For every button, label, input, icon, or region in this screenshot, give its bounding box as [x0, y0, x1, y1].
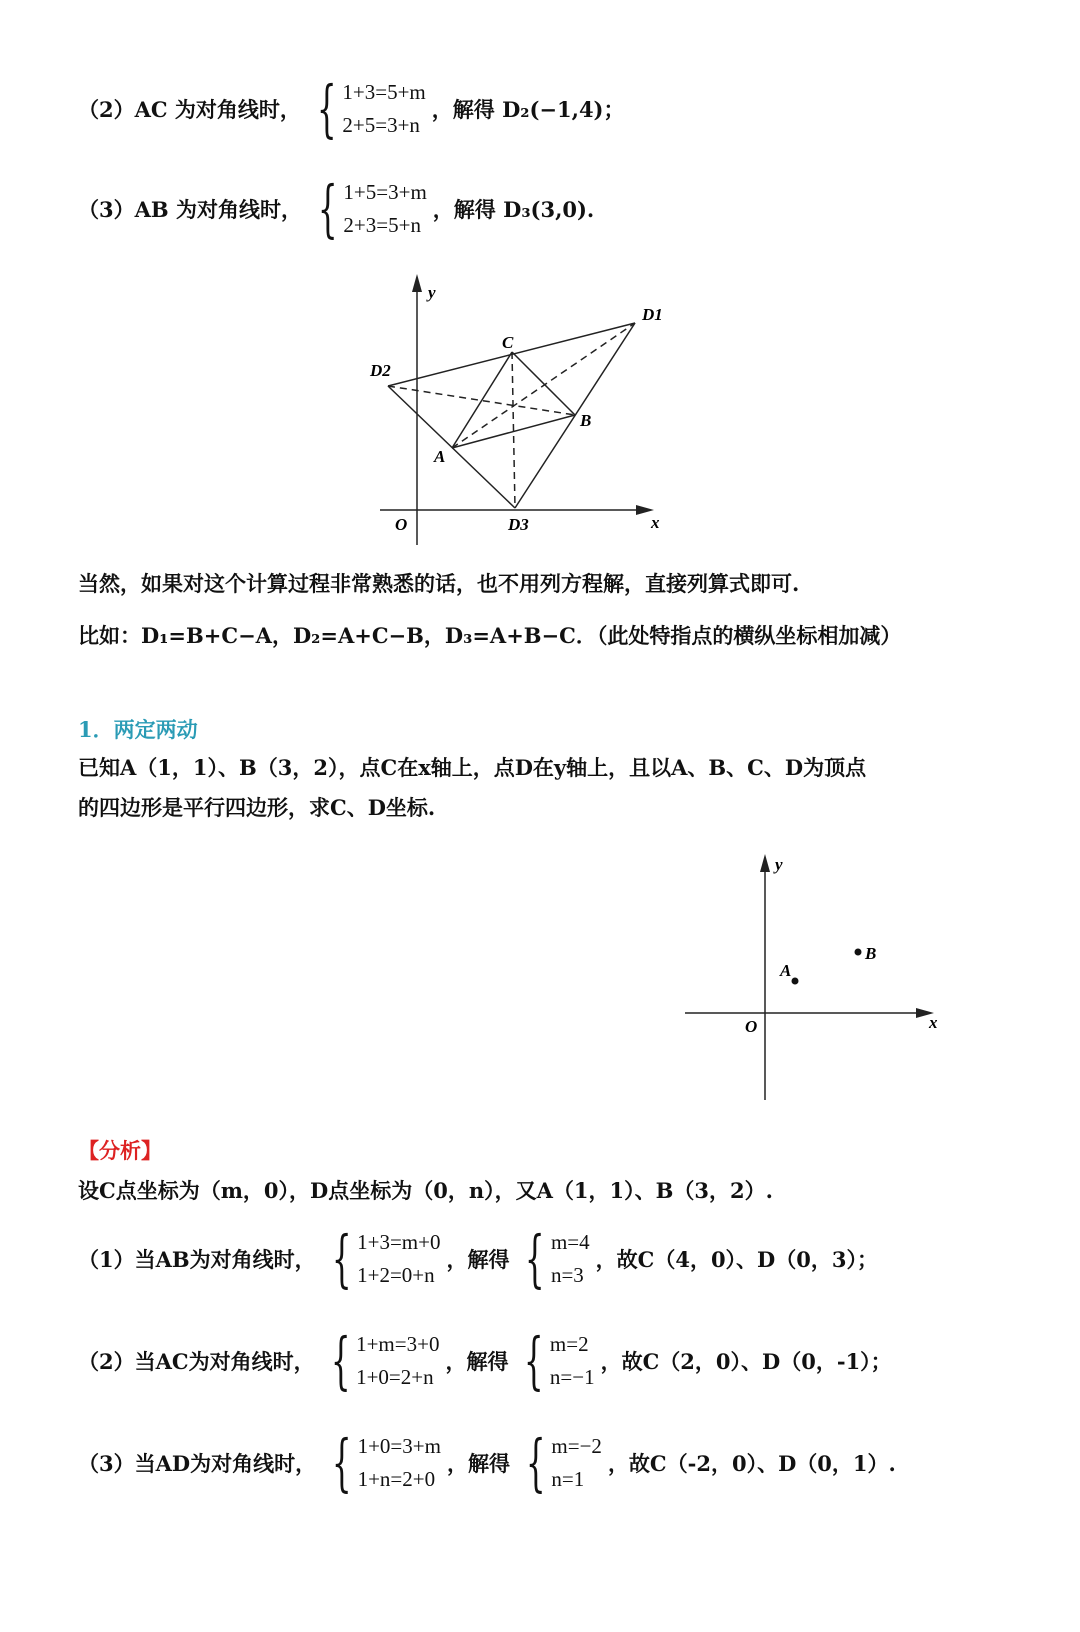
analysis-case-2	[78, 1324, 892, 1397]
solve-label: ，解得	[445, 1349, 509, 1374]
result: ，解得 D₃(3,0).	[432, 197, 595, 222]
equation-system: { 1+0=3+m 1+n=2+0	[331, 1426, 441, 1499]
y-arrow-icon	[760, 854, 770, 872]
equation-system: { 1+5=3+m 2+3=5+n	[317, 172, 427, 245]
result: ，故C（2，0）、D（0，-1）；	[600, 1349, 892, 1374]
parallelogram-diagram	[0, 0, 1080, 560]
case-label: （3）当AD为对角线时，	[78, 1451, 317, 1476]
result: ，故C（-2，0）、D（0，1）.	[607, 1451, 896, 1476]
analysis-case-1	[78, 1222, 878, 1295]
point-label: A	[434, 447, 446, 466]
case-label: （3）AB 为对角线时，	[78, 197, 302, 222]
equation: 2+5=3+n	[342, 113, 420, 137]
problem-text: 的四边形是平行四边形，求C、D坐标.	[78, 795, 436, 820]
equation-system: { 1+m=3+0 1+0=2+n	[330, 1324, 440, 1397]
problem-text: 已知A（1，1）、B（3，2），点C在x轴上，点D在y轴上，且以A、B、C、D为顶点	[78, 755, 867, 780]
axis-label: x	[929, 1013, 938, 1032]
case-label: （2）AC 为对角线时，	[78, 97, 301, 122]
equation: 1+0=3+m	[357, 1434, 441, 1458]
axis-label: y	[428, 283, 436, 302]
case-label: （1）当AB为对角线时，	[78, 1247, 316, 1272]
solve-label: ，解得	[446, 1247, 510, 1272]
case-label: （2）当AC为对角线时，	[78, 1349, 315, 1374]
origin-label: O	[745, 1017, 758, 1036]
analysis-title: 【分析】	[78, 1138, 162, 1163]
equation: 1+5=3+m	[343, 180, 427, 204]
equation-system: { 1+3=5+m 2+5=3+n	[316, 72, 426, 145]
point-a	[792, 978, 799, 985]
axis-label: y	[775, 855, 783, 874]
equation: 1+n=2+0	[357, 1467, 436, 1491]
result: ，解得 D₂(−1,4)；	[431, 97, 625, 122]
y-arrow-icon	[412, 274, 422, 292]
point-b	[855, 949, 862, 956]
point-label: D2	[370, 361, 391, 380]
setup-text: 设C点坐标为（m，0），D点坐标为（0，n），又A（1，1）、B（3，2）.	[78, 1178, 773, 1203]
result: ，故C（4，0）、D（0，3）；	[595, 1247, 878, 1272]
equation-system: { 1+3=m+0 1+2=0+n	[331, 1222, 441, 1295]
origin-label: O	[395, 515, 408, 534]
solution-system: { m=2 n=−1	[524, 1324, 595, 1397]
equation: 1+3=m+0	[357, 1230, 441, 1254]
solution: n=3	[550, 1263, 584, 1287]
solve-label: ，解得	[446, 1451, 510, 1476]
solution-system: { m=4 n=3	[525, 1222, 590, 1295]
solution: m=−2	[551, 1434, 602, 1458]
equation: 1+2=0+n	[357, 1263, 435, 1287]
point-label: D3	[508, 515, 529, 534]
point-label: A	[780, 961, 792, 980]
equation: 2+3=5+n	[343, 213, 421, 237]
coordinate-diagram	[0, 840, 1080, 1110]
analysis-case-3	[78, 1426, 896, 1499]
point-label: C	[502, 333, 514, 352]
equation: 1+m=3+0	[356, 1332, 440, 1356]
solution-system: { m=−2 n=1	[525, 1426, 602, 1499]
axis-label: x	[651, 513, 660, 532]
solution: n=1	[551, 1467, 585, 1491]
equation: 1+3=5+m	[342, 80, 426, 104]
solution: m=4	[550, 1230, 590, 1254]
point-label: D1	[642, 305, 663, 324]
note-text: 当然，如果对这个计算过程非常熟悉的话，也不用列方程解，直接列算式即可.	[78, 571, 800, 596]
section-heading: 1．两定两动	[78, 717, 198, 742]
point-label: B	[580, 411, 592, 430]
formula-text: 比如：D₁=B+C−A，D₂=A+C−B，D₃=A+B−C．（此处特指点的横纵坐标相加减）	[78, 623, 902, 648]
point-label: B	[865, 944, 877, 963]
solution: n=−1	[549, 1365, 595, 1389]
solution: m=2	[549, 1332, 589, 1356]
equation: 1+0=2+n	[356, 1365, 434, 1389]
